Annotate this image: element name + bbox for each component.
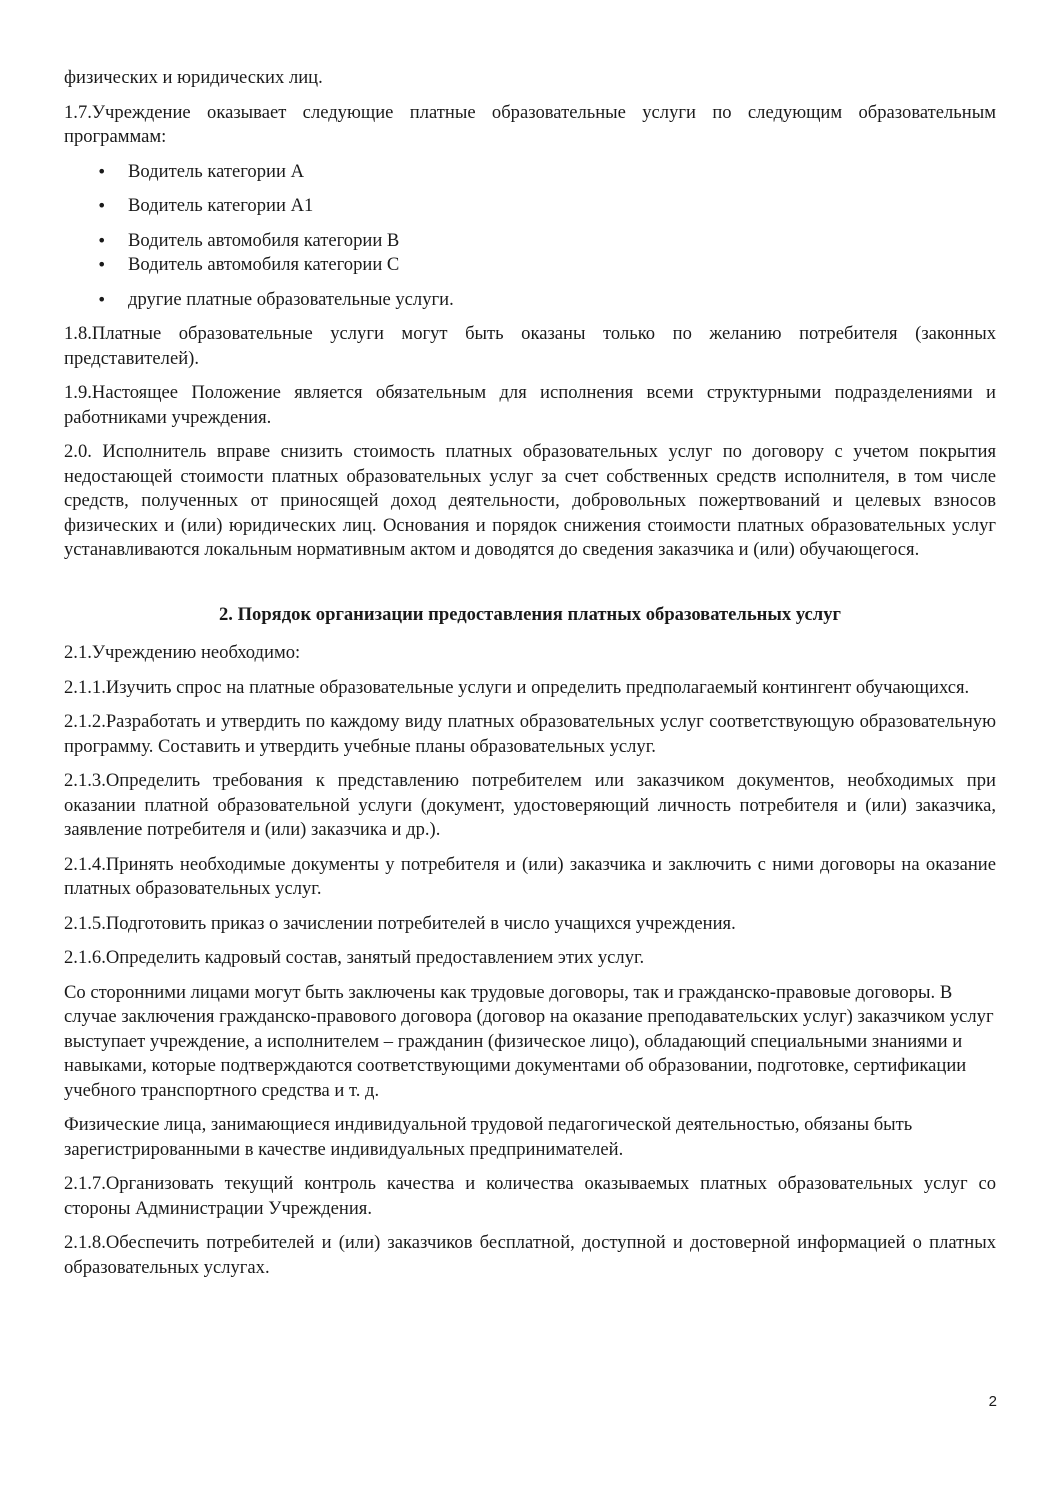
paragraph-continuation: физических и юридических лиц. (64, 67, 323, 88)
section-2-title: 2. Порядок организации предоставления платных образовательных услуг (218, 603, 841, 625)
list-item: • Водитель автомобиля категории В (64, 229, 996, 254)
paragraph-2-0: 2.0. Исполнитель вправе снизить стоимость платных образовательных услуг по договору с учетом покрытия недостающей стоимости платных образовательных услуг за счет собственных средств исполнителя, в том числе средств, полученных от приносящей доход деятельности, добровольных пожертвований и целевых взносов физических и (или) юридических лиц. Основания и порядок снижения стоимости платных образовательных услуг устанавливаются локальным нормативным актом и доводятся до сведения заказчика и (или) обучающегося. (64, 441, 996, 560)
paragraph-third-parties: Со сторонними лицами могут быть заключены как трудовые договоры, так и гражданско-правовые договоры. В случае заключения гражданско-правового договора (договор на оказание преподавательских услуг) заказчиком услуг выступает учреждение, а исполнителем – гражданин (физическое лицо), обладающий специальными знаниями и навыками, которые подтверждаются соответствующими документами об образовании, подготовке, сертификации учебного транспортного средства и т. д. (64, 981, 994, 1101)
paragraph-2-1-1: 2.1.1.Изучить спрос на платные образовательные услуги и определить предполагаемый контингент обучающихся. (64, 676, 970, 698)
list-item: • Водитель автомобиля категории С (64, 253, 996, 278)
paragraph-2-1-5: 2.1.5.Подготовить приказ о зачислении потребителей в число учащихся учреждения. (64, 912, 736, 934)
page-number: 2 (988, 1393, 997, 1410)
paragraph-2-1-6: 2.1.6.Определить кадровый состав, занятый предоставлением этих услуг. (64, 947, 645, 968)
list-item: • Водитель категории А (64, 160, 996, 185)
list-item: • Водитель категории А1 (64, 194, 996, 219)
paragraph-2-1: 2.1.Учреждению необходимо: (64, 642, 301, 663)
paragraph-individuals: Физические лица, занимающиеся индивидуальной трудовой педагогической деятельностью, обязаны быть зарегистрированными в качестве индивидуальных предпринимателей. (64, 1114, 913, 1160)
list-item: • другие платные образовательные услуги. (64, 288, 996, 313)
paragraph-2-1-8: 2.1.8.Обеспечить потребителей и (или) заказчиков бесплатной, доступной и достоверной информацией о платных образовательных услугах. (64, 1232, 996, 1278)
paragraph-2-1-7: 2.1.7.Организовать текущий контроль качества и количества оказываемых платных образовательных услуг со стороны Администрации Учреждения. (64, 1173, 996, 1219)
document-body (64, 66, 996, 1290)
program-list (64, 160, 996, 313)
paragraph-2-1-2: 2.1.2.Разработать и утвердить по каждому виду платных образовательных услуг соответствующую образовательную программу. Составить и утвердить учебные планы образовательных услуг. (64, 711, 996, 757)
paragraph-2-1-4: 2.1.4.Принять необходимые документы у потребителя и (или) заказчика и заключить с ними договоры на оказание платных образовательных услуг. (64, 853, 996, 899)
paragraph-1-7: 1.7.Учреждение оказывает следующие платные образовательные услуги по следующим образовательным программам: (64, 101, 996, 147)
paragraph-1-9: 1.9.Настоящее Положение является обязательным для исполнения всеми структурными подразделениями и работниками учреждения. (64, 382, 996, 428)
paragraph-1-8: 1.8.Платные образовательные услуги могут быть оказаны только по желанию потребителя (законных представителей). (64, 323, 996, 369)
paragraph-2-1-3: 2.1.3.Определить требования к представлению потребителем или заказчиком документов, необходимых при оказании платной образовательной услуги (документ, удостоверяющий личность потребителя и (или) заказчика, заявление потребителя и (или) заказчика и др.). (64, 770, 996, 840)
